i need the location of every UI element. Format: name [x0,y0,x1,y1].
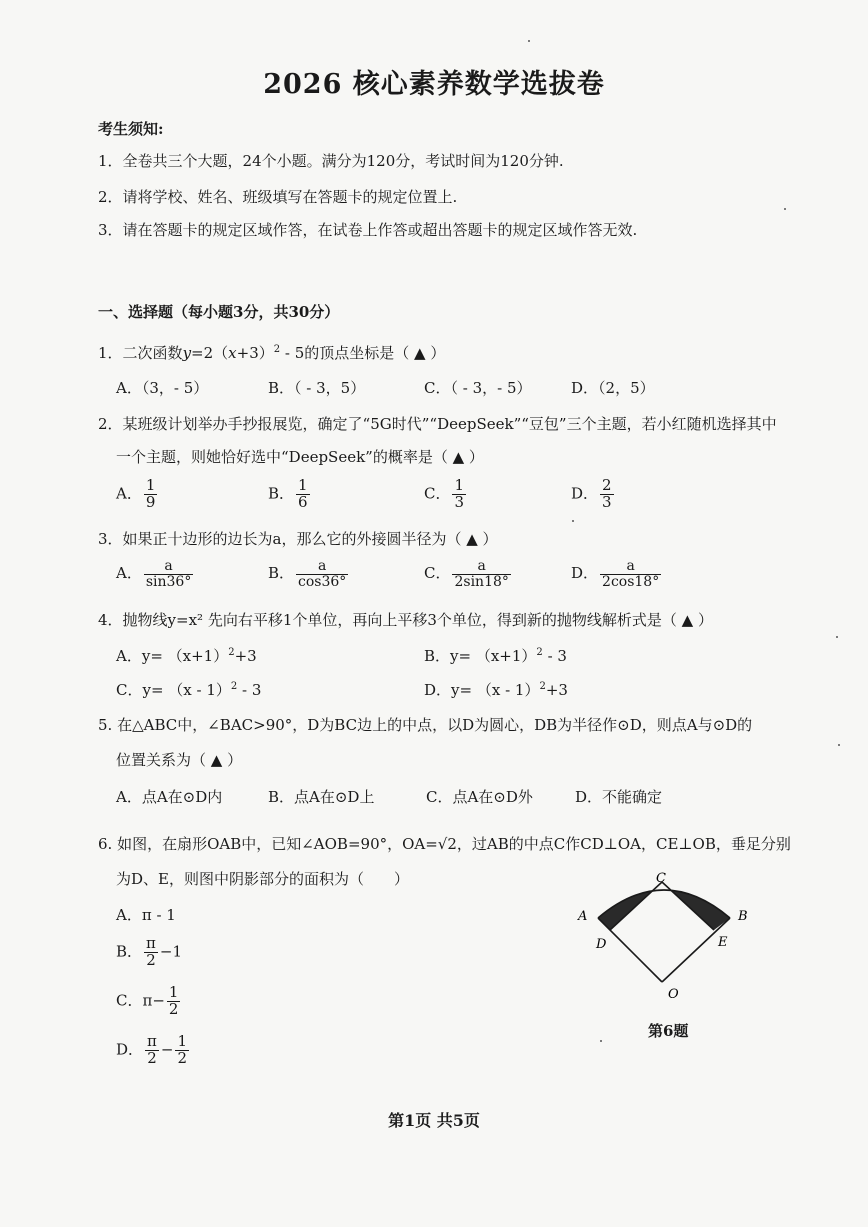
scan-speck [528,40,530,42]
q2-c-fraction [452,478,466,511]
question-2-line1: 2．某班级计划举办手抄报展览，确定了“5G时代”“DeepSeek”“豆包”三个主题，若小红随机选择其中 [98,415,777,433]
q6-a-text: π - 1 [141,906,176,924]
q4-option-c [116,679,261,700]
q2-b-den: 6 [298,492,308,511]
q5-option-b: B．点A在⊙D上 [268,788,375,806]
q6-d-label: D． [116,1040,144,1059]
q6-d-mid: − [160,1040,174,1059]
q2-c-num: 1 [454,476,465,494]
q3-c-num: a [452,559,510,575]
q5-option-a: A．点A在⊙D内 [116,788,223,806]
q2-a-label: A． [116,484,142,503]
q4-a-tail: +3 [234,647,257,665]
q4-a-body: y= （x+1） [141,647,229,665]
q6-d-num2: 1 [177,1032,188,1050]
q6-c-num: 1 [168,983,179,1001]
notice-item-2: 2．请将学校、姓名、班级填写在答题卡的规定位置上. [98,188,458,206]
q6-c-label: C． [116,991,143,1010]
q3-d-fraction [600,559,661,589]
label-d: D [596,937,607,952]
q6-c-fraction [167,985,181,1018]
q2-option-a [116,478,159,511]
q4-option-b [424,645,567,666]
page-title: 2026 核心素养数学选拔卷 [263,69,605,100]
q3-d-den: 2cos18° [602,573,660,590]
q3-option-d [571,559,663,589]
q3-d-num: a [600,559,661,575]
q3-b-den: cos36° [298,573,347,590]
q6-b-tail: −1 [159,942,183,961]
question-3: 3．如果正十边形的边长为a，那么它的外接圆半径为（ ▲ ） [98,530,498,548]
sector-figure [568,868,768,1008]
q5-option-d: D．不能确定 [575,788,663,806]
q3-option-a [116,559,195,589]
notice-item-1: 1．全卷共三个大题，24个小题。满分为120分，考试时间为120分钟. [98,152,564,170]
q3-option-c [424,559,513,589]
label-c: C [656,871,666,886]
q2-a-num: 1 [145,476,156,494]
q3-b-fraction [296,559,348,589]
scan-speck [838,744,840,746]
section-heading: 一、选择题（每小题3分，共30分） [98,303,340,321]
q6-option-c [116,985,182,1018]
q3-c-den: 2sin18° [454,573,509,590]
q5-option-c: C．点A在⊙D外 [426,788,533,806]
scan-speck [572,520,574,522]
q3-c-fraction [452,559,510,589]
q6-d-num1: π [147,1032,157,1050]
q1-mid: =2（ [191,344,229,362]
q6-option-d [116,1034,191,1067]
label-e: E [718,935,728,950]
q3-b-label: B． [268,564,295,583]
q1-fn: y [182,344,192,362]
notice-heading: 考生须知: [98,120,164,138]
q2-d-den: 3 [602,492,612,511]
question-2-line2: 一个主题，则她恰好选中“DeepSeek”的概率是（ ▲ ） [116,448,484,466]
q4-d-body: y= （x - 1） [451,681,540,699]
q4-d-label: D． [424,681,452,699]
q4-b-exp: 2 [536,647,543,658]
q6-b-num: π [146,934,156,952]
q2-option-b [268,478,312,511]
label-b: B [738,909,748,924]
q3-d-label: D． [571,564,599,583]
q2-c-label: C． [424,484,451,503]
q3-b-num: a [296,559,348,575]
q2-a-den: 9 [145,492,156,511]
scan-speck [784,208,786,210]
q1-post: +3） [236,344,274,362]
q6-d-fraction-2 [175,1034,189,1067]
q6-b-label: B． [116,942,143,961]
q4-d-exp: 2 [539,681,546,692]
q2-c-den: 3 [454,492,465,511]
q4-c-exp: 2 [230,681,238,692]
label-a: A [578,909,588,924]
q3-c-label: C． [424,564,451,583]
scan-speck [600,1040,602,1042]
q6-option-a [116,904,176,925]
q6-c-lead: π− [142,991,165,1010]
q6-b-den: 2 [146,950,156,969]
question-5-line1: 5. 在△ABC中，∠BAC>90°，D为BC边上的中点，以D为圆心，DB为半径作⊙D，则点A与⊙D的 [98,716,753,734]
question-6-line1: 6. 如图，在扇形OAB中，已知∠AOB=90°，OA=√2，过AB的中点C作CD⊥OA，CE⊥OB，垂足分别 [98,835,791,853]
question-6-line2: 为D、E，则图中阴影部分的面积为（ ） [116,870,409,888]
q3-a-label: A． [116,564,142,583]
q1-x: x [228,344,237,362]
q3-a-den: sin36° [145,573,192,590]
q1-option-d: D．（2，5） [571,379,655,397]
q2-a-fraction [144,478,158,511]
q2-d-num: 2 [602,476,612,494]
q6-d-fraction-1 [145,1034,159,1067]
scan-speck [836,636,838,638]
figure-caption: 第6题 [648,1022,689,1040]
q1-option-b: B．（ - 3，5） [268,379,366,397]
q4-b-label: B． [424,647,451,665]
q1-pre: 二次函数 [122,344,183,362]
q4-c-label: C． [116,681,143,699]
q6-d-den2: 2 [177,1048,188,1067]
label-o: O [668,987,679,1002]
q2-option-d [571,478,616,511]
q2-b-num: 1 [298,476,308,494]
q4-c-body: y= （x - 1） [142,681,231,699]
q1-option-a: A．（3，- 5） [116,379,209,397]
question-5-line2: 位置关系为（ ▲ ） [116,751,243,769]
q2-b-fraction [296,478,310,511]
q3-a-num: a [144,559,194,575]
q1-tail: - 5的顶点坐标是（ ▲ ） [280,344,446,362]
q6-c-den: 2 [168,999,179,1018]
q3-option-b [268,559,350,589]
q6-a-label: A． [116,906,142,924]
q2-d-label: D． [571,484,599,503]
q6-d-den1: 2 [147,1048,157,1067]
q6-b-fraction [144,936,158,969]
q2-option-c [424,478,468,511]
page-footer: 第1页 共5页 [388,1111,480,1130]
q1-number: 1． [98,344,123,362]
q4-option-a [116,645,257,666]
q2-b-label: B． [268,484,295,503]
q2-d-fraction [600,478,614,511]
q6-option-b [116,936,182,969]
notice-item-3: 3．请在答题卡的规定区域作答，在试卷上作答或超出答题卡的规定区域作答无效. [98,221,638,239]
question-4: 4．抛物线y=x² 先向右平移1个单位，再向上平移3个单位，得到新的抛物线解析式是（ ▲ ） [98,611,713,629]
q3-a-fraction [144,559,194,589]
q4-option-d [424,679,568,700]
q4-d-tail: +3 [545,681,568,699]
q4-c-tail: - 3 [237,681,262,699]
q4-a-label: A． [116,647,142,665]
q1-exp: 2 [273,344,281,355]
question-1 [98,342,445,363]
q4-b-tail: - 3 [542,647,567,665]
q4-b-body: y= （x+1） [450,647,537,665]
q1-option-c: C．（ - 3，- 5） [424,379,532,397]
q4-a-exp: 2 [228,647,235,658]
